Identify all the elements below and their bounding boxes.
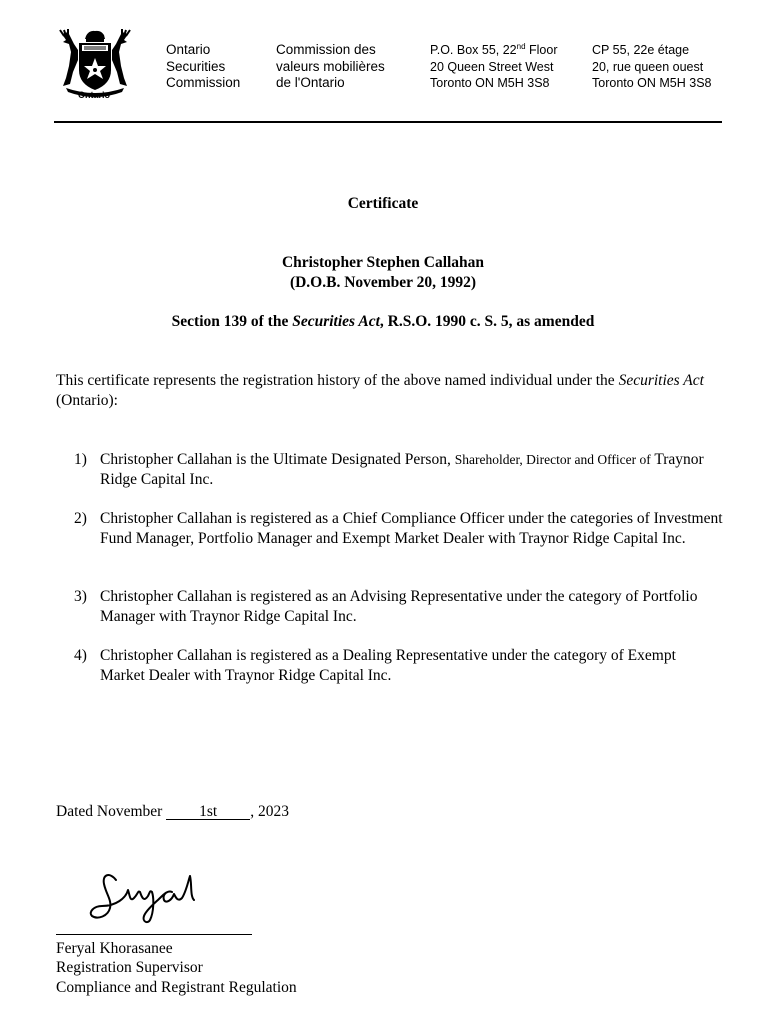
- address-city-fr: Toronto ON M5H 3S8: [592, 76, 712, 90]
- osc-name-line: Securities: [166, 58, 226, 74]
- cvm-name-line: de l'Ontario: [276, 75, 345, 90]
- address-po-box-fr: CP 55, 22e étage: [592, 43, 690, 57]
- osc-name-line: Ontario: [166, 42, 211, 57]
- list-item-text: Christopher Callahan is registered as a Chief Compliance Officer under the categories of Investment Fund Manager, Portfolio Manager and Exempt Market Dealer with Traynor Ridge Capital Inc.: [100, 510, 723, 547]
- ontario-coat-of-arms-logo: [56, 26, 134, 102]
- handwritten-signature: [76, 868, 226, 926]
- address-english: [430, 42, 558, 92]
- list-item-text: Christopher Callahan is registered as a Dealing Representative under the category of Exempt Market Dealer with Traynor Ridge Capital Inc.: [100, 647, 676, 684]
- address-french: [592, 42, 712, 92]
- osc-name-line: Commission: [166, 75, 241, 90]
- signatory-name: Feryal Khorasanee: [56, 940, 173, 957]
- list-item-number: 3): [74, 588, 87, 605]
- signatory-department: Compliance and Registrant Regulation: [56, 979, 297, 996]
- intro-paragraph: This certificate represents the registration history of the above named individual under the Securities Act (Ontario):: [56, 372, 704, 409]
- statute-reference: Section 139 of the Securities Act, R.S.O. 1990 c. S. 5, as amended: [171, 313, 595, 330]
- dated-line: Dated November 1st , 2023: [56, 803, 289, 820]
- list-item-number: 4): [74, 647, 87, 664]
- signatory-title: Registration Supervisor: [56, 959, 203, 976]
- header-divider: [54, 121, 722, 123]
- registrant-name: Christopher Stephen Callahan: [281, 254, 485, 271]
- certificate-title: Certificate: [347, 195, 419, 212]
- cvm-name-line: valeurs mobilières: [276, 58, 385, 74]
- dated-day: 1st: [166, 804, 250, 820]
- list-item-number: 2): [74, 510, 87, 527]
- signature-line: [56, 934, 252, 935]
- osc-name-french: [276, 42, 385, 92]
- address-city: Toronto ON M5H 3S8: [430, 76, 550, 90]
- address-po-box: P.O. Box 55, 22nd Floor: [430, 42, 558, 57]
- registrant-dob: (D.O.B. November 20, 1992): [289, 274, 477, 291]
- logo-ontario-label: Ontario: [78, 90, 111, 100]
- list-item-text: Christopher Callahan is registered as an Advising Representative under the category of Portfolio Manager with Traynor Ridge Capital Inc.: [100, 588, 698, 625]
- address-street: 20 Queen Street West: [430, 59, 554, 74]
- osc-name-english: [166, 42, 240, 92]
- address-street-fr: 20, rue queen ouest: [592, 59, 704, 74]
- cvm-name-line: Commission des: [276, 42, 376, 57]
- list-item-number: 1): [74, 451, 87, 468]
- list-item-text: Christopher Callahan is the Ultimate Designated Person, Shareholder, Director and Officer of Traynor Ridge Capital Inc.: [100, 451, 704, 488]
